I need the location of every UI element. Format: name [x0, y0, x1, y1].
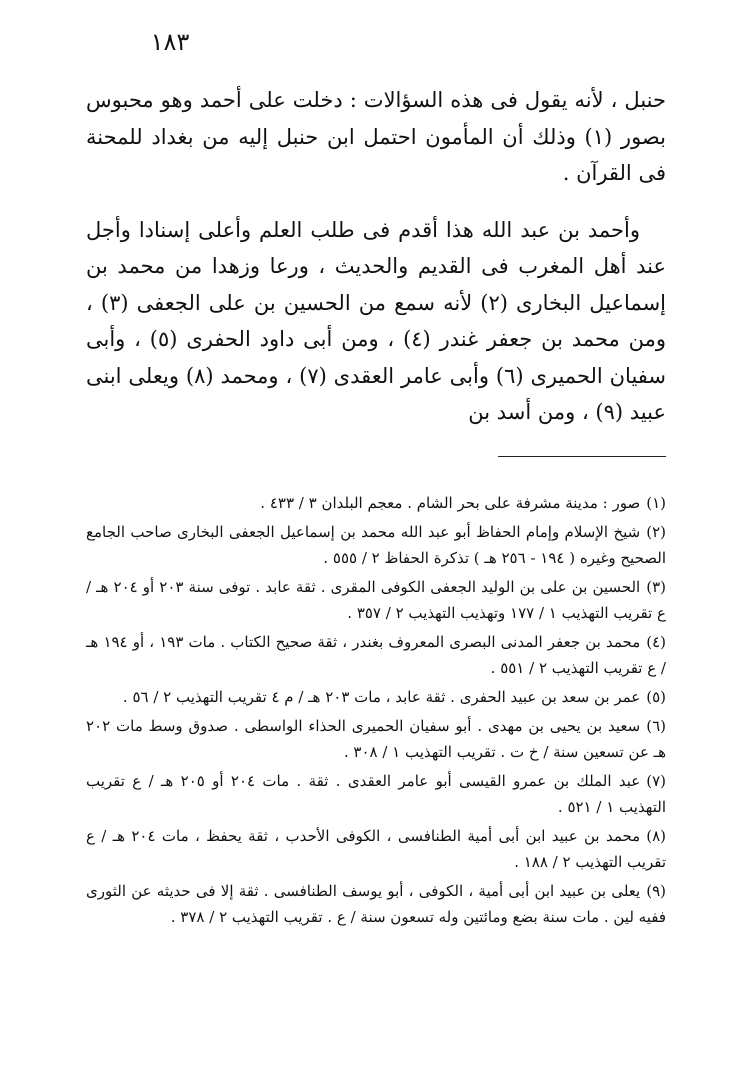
footnote-number: (٥) — [646, 688, 666, 706]
footnote-text: يعلى بن عبيد ابن أبى أمية ، الكوفى ، أبو يوسف الطنافسى . ثقة إلا فى حديثه عن الثورى ففيه لين . مات سنة بضع ومائتين وله تسعون سنة / ع . تقريب التهذيب ٢ / ٣٧٨ . — [86, 882, 666, 926]
footnote-9 — [86, 878, 666, 930]
footnote-1 — [86, 490, 666, 516]
page-number: ١٨٣ — [150, 28, 190, 56]
footnote-number: (١) — [646, 494, 666, 512]
footnote-text: محمد بن عبيد ابن أبى أمية الطنافسى ، الكوفى الأحدب ، ثقة يحفظ ، مات ٢٠٤ هـ / ع تقريب التهذيب ٢ / ١٨٨ . — [86, 827, 666, 871]
footnotes — [86, 490, 666, 933]
footnote-number: (٤) — [646, 633, 667, 651]
footnote-4 — [86, 629, 666, 681]
footnote-separator — [498, 456, 666, 457]
footnote-3 — [86, 574, 666, 626]
footnote-number: (٧) — [646, 772, 667, 790]
footnote-number: (٨) — [646, 827, 666, 845]
main-paragraph-2: وأحمد بن عبد الله هذا أقدم فى طلب العلم وأعلى إسنادا وأجل عند أهل المغرب فى القديم والحديث ، ورعا وزهدا من محمد بن إسماعيل البخارى (٢) لأنه سمع من الحسين بن على الجعفى (٣) ، ومن محمد بن جعفر غندر (٤) ، ومن أبى داود الحفرى (٥) ، وأبى سفيان الحميرى (٦) وأبى عامر العقدى (٧) ، ومحمد (٨) ويعلى ابنى عبيد (٩) ، ومن أسد بن — [86, 217, 666, 424]
footnote-number: (٣) — [646, 578, 666, 596]
footnote-8 — [86, 823, 666, 875]
footnote-text: صور : مدينة مشرفة على بحر الشام . معجم البلدان ٣ / ٤٣٣ . — [260, 494, 641, 512]
footnote-text: شيخ الإسلام وإمام الحفاظ أبو عبد الله محمد بن إسماعيل الجعفى البخارى صاحب الجامع الصحيح وغيره ( ١٩٤ - ٢٥٦ هـ ) تذكرة الحفاظ ٢ / ٥٥٥ . — [86, 523, 666, 567]
paragraph-gap — [86, 192, 666, 212]
footnote-text: عبد الملك بن عمرو القيسى أبو عامر العقدى . ثقة . مات ٢٠٤ أو ٢٠٥ هـ / ع تقريب التهذيب ١ / ٥٢١ . — [86, 772, 666, 816]
footnote-text: عمر بن سعد بن عبيد الحفرى . ثقة عابد ، مات ٢٠٣ هـ / م ٤ تقريب التهذيب ٢ / ٥٦ . — [122, 688, 641, 706]
footnote-5 — [86, 684, 666, 710]
footnote-text: الحسين بن على بن الوليد الجعفى الكوفى المقرى . ثقة عابد . توفى سنة ٢٠٣ أو ٢٠٤ هـ / ع تقريب التهذيب ١ / ١٧٧ وتهذيب التهذيب ٢ / ٣٥٧ . — [86, 578, 666, 622]
main-text — [86, 82, 666, 431]
footnote-6 — [86, 713, 666, 765]
footnote-2 — [86, 519, 666, 571]
footnote-text: محمد بن جعفر المدنى البصرى المعروف بغندر ، ثقة صحيح الكتاب . مات ١٩٣ ، أو ١٩٤ هـ / ع تقريب التهذيب ٢ / ٥٥١ . — [86, 633, 666, 677]
main-paragraph-1: حنبل ، لأنه يقول فى هذه السؤالات : دخلت على أحمد وهو محبوس بصور (١) وذلك أن المأمون احتمل ابن حنبل إليه من بغداد للمحنة فى القرآن . — [86, 88, 666, 185]
footnote-text: سعيد بن يحيى بن مهدى . أبو سفيان الحميرى الحذاء الواسطى . صدوق وسط مات ٢٠٢ هـ عن تسعين سنة / خ ت . تقريب التهذيب ١ / ٣٠٨ . — [86, 717, 666, 761]
footnote-number: (٦) — [646, 717, 666, 735]
footnote-number: (٢) — [646, 523, 666, 541]
footnote-7 — [86, 768, 666, 820]
footnote-number: (٩) — [646, 882, 666, 900]
